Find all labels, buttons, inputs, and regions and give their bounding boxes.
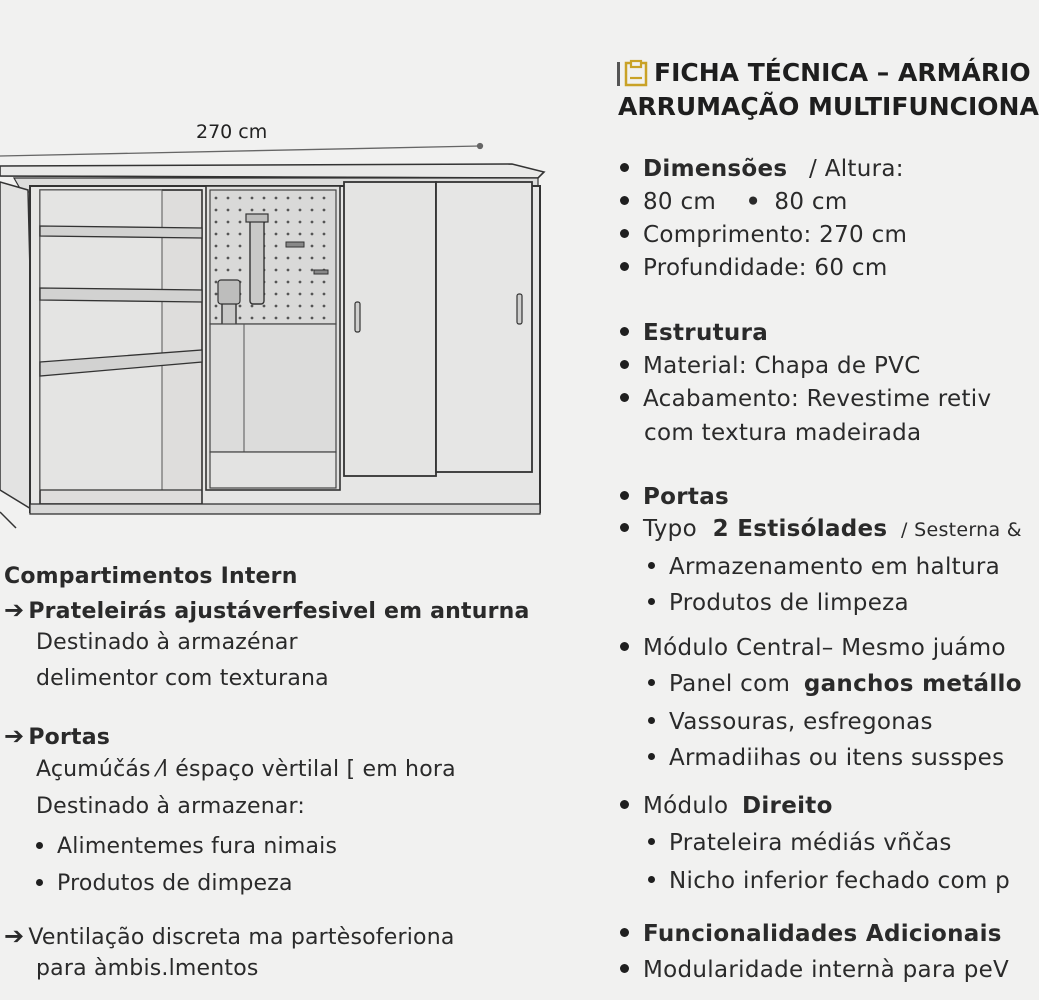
pegboard-hole <box>227 245 230 248</box>
portas-bullet2: Produtos de dimpeza <box>36 871 293 896</box>
pegboard-hole <box>299 305 302 308</box>
pegboard-hole <box>227 233 230 236</box>
spec-modulo-central-title: Módulo Central– Mesmo juámo <box>620 635 1006 661</box>
hanging-tool <box>250 216 264 304</box>
pegboard-hole <box>215 197 218 200</box>
spec-modulo-direito-sub2: Nicho inferior fechado com p <box>648 868 1010 894</box>
spec-funcionalidades-item: Modularidade internà para peV <box>620 957 1009 983</box>
pegboard-hole <box>287 293 290 296</box>
pegboard-hole <box>239 233 242 236</box>
metal-hook <box>314 270 328 274</box>
pegboard-hole <box>251 305 254 308</box>
pegboard-hole <box>311 281 314 284</box>
header-title-line2: ARRUMAÇÃO MULTIFUNCIONA <box>618 92 1039 121</box>
pegboard-hole <box>275 293 278 296</box>
pegboard-hole <box>311 209 314 212</box>
prateleiras-desc2: delimentor com texturana <box>36 666 329 691</box>
pegboard-hole <box>287 305 290 308</box>
pegboard-hole <box>263 197 266 200</box>
spec-portas-tipo: Typo 2 Estisólades / Sesterna & <box>620 516 1022 542</box>
portas-desc2: Destinado à armazenar: <box>36 794 306 819</box>
arrow-icon: ➔ <box>4 596 25 624</box>
metal-hook <box>286 242 304 247</box>
pegboard-hole <box>275 305 278 308</box>
pegboard-hole <box>215 245 218 248</box>
pegboard-hole <box>323 281 326 284</box>
spec-profundidade: Profundidade: 60 cm <box>620 255 888 281</box>
pegboard-hole <box>215 221 218 224</box>
header-title-line1: FICHA TÉCNICA – ARMÁRIO <box>654 58 1031 87</box>
door-handle <box>355 302 360 332</box>
pegboard-hole <box>215 281 218 284</box>
pegboard-hole <box>215 305 218 308</box>
portas-heading: ➔ Portas <box>4 722 111 750</box>
pegboard-hole <box>287 197 290 200</box>
spec-estrutura-title: Estrutura <box>620 320 768 346</box>
pegboard-hole <box>323 221 326 224</box>
left-shelf-module <box>40 190 202 504</box>
pegboard-hole <box>323 257 326 260</box>
pegboard-hole <box>299 293 302 296</box>
pegboard-hole <box>311 269 314 272</box>
pegboard-hole <box>227 197 230 200</box>
pegboard-hole <box>287 209 290 212</box>
spec-modulo-direito-title: Módulo Direito <box>620 793 833 819</box>
prateleiras-desc1: Destinado à armazénar <box>36 630 298 655</box>
pegboard-hole <box>275 269 278 272</box>
pegboard-hole <box>299 257 302 260</box>
pegboard-hole <box>227 257 230 260</box>
pegboard-hole <box>239 245 242 248</box>
pegboard-hole <box>299 233 302 236</box>
pegboard-hole <box>215 233 218 236</box>
pegboard-hole <box>275 233 278 236</box>
pegboard-hole <box>227 209 230 212</box>
pegboard-hole <box>287 233 290 236</box>
pegboard-hole <box>287 269 290 272</box>
spec-comprimento: Comprimento: 270 cm <box>620 222 907 248</box>
spec-acabamento: Acabamento: Revestime retiv <box>620 386 991 412</box>
door-handle <box>517 294 522 324</box>
pegboard-hole <box>239 257 242 260</box>
spec-portas-sub1: Armazenamento em haltura <box>648 554 1000 580</box>
pegboard-hole <box>215 293 218 296</box>
pegboard-hole <box>275 281 278 284</box>
comp-title: Compartimentos Intern <box>4 564 298 589</box>
width-dimension-label: 270 cm <box>196 121 268 143</box>
pegboard-hole <box>299 317 302 320</box>
pegboard-hole <box>299 197 302 200</box>
pegboard-hole <box>287 257 290 260</box>
pegboard-hole <box>323 245 326 248</box>
prateleiras-line: ➔ Prateleirás ajustáverfesivel em anturna <box>4 596 530 624</box>
pegboard-hole <box>311 257 314 260</box>
pegboard-hole <box>311 221 314 224</box>
pegboard-hole <box>275 197 278 200</box>
pegboard-hole <box>299 209 302 212</box>
pegboard-hole <box>323 317 326 320</box>
spec-acabamento-cont: com textura madeirada <box>644 420 922 446</box>
cabinet-drawing <box>0 0 560 540</box>
pegboard-hole <box>311 197 314 200</box>
pegboard-hole <box>275 245 278 248</box>
pegboard-hole <box>251 317 254 320</box>
pegboard-hole <box>323 233 326 236</box>
arrow-icon: ➔ <box>4 722 25 750</box>
pegboard-hole <box>251 209 254 212</box>
pegboard-hole <box>215 209 218 212</box>
spec-dimensoes-title: Dimensões / Altura: <box>620 156 904 182</box>
pegboard-hole <box>239 221 242 224</box>
pegboard-hole <box>275 221 278 224</box>
pegboard-hole <box>275 209 278 212</box>
pegboard-hole <box>239 197 242 200</box>
document-icon <box>616 60 650 88</box>
pegboard-hole <box>323 209 326 212</box>
pegboard-hole <box>227 221 230 224</box>
spec-modulo-central-sub2: Vassouras, esfregonas <box>648 709 933 735</box>
pegboard-hole <box>215 257 218 260</box>
pegboard-hole <box>275 257 278 260</box>
pegboard-hole <box>299 269 302 272</box>
right-module <box>344 182 532 476</box>
spec-material: Material: Chapa de PVC <box>620 353 921 379</box>
pegboard-hole <box>263 209 266 212</box>
pegboard-hole <box>239 305 242 308</box>
portas-desc1: Açumúčás ⁄l éspaço vèrtilal [ em hora <box>36 757 456 782</box>
pegboard-hole <box>323 305 326 308</box>
central-module <box>206 186 340 490</box>
portas-bullet1: Alimentemes fura nimais <box>36 834 337 859</box>
pegboard-hole <box>311 305 314 308</box>
spec-modulo-direito-sub1: Prateleira médiás vñčas <box>648 830 952 856</box>
pegboard-hole <box>239 209 242 212</box>
width-dimension-line <box>0 144 483 157</box>
sliding-door <box>436 182 532 472</box>
pegboard-hole <box>287 317 290 320</box>
pegboard-hole <box>311 245 314 248</box>
ventilacao-line2: para àmbis.lmentos <box>36 956 259 981</box>
pegboard-hole <box>227 269 230 272</box>
spec-funcionalidades-title: Funcionalidades Adicionais <box>620 921 1002 947</box>
spec-altura: 80 cm • 80 cm <box>620 189 848 215</box>
ventilacao-line: ➔ Ventilação discreta ma partèsoferiona <box>4 922 455 950</box>
pegboard-hole <box>263 317 266 320</box>
pegboard-hole <box>287 221 290 224</box>
plinth <box>30 504 540 514</box>
pegboard-hole <box>215 269 218 272</box>
arrow-icon: ➔ <box>4 922 25 950</box>
spec-portas-title: Portas <box>620 484 729 510</box>
pegboard-hole <box>251 197 254 200</box>
pegboard-hole <box>239 317 242 320</box>
pegboard-hole <box>311 317 314 320</box>
spec-portas-sub2: Produtos de limpeza <box>648 590 909 616</box>
pegboard-hole <box>299 281 302 284</box>
pegboard-hole <box>287 281 290 284</box>
pegboard-hole <box>311 293 314 296</box>
pegboard-hole <box>323 293 326 296</box>
pegboard-hole <box>215 317 218 320</box>
shelf <box>40 288 202 302</box>
shelf <box>40 226 202 238</box>
pegboard-hole <box>263 305 266 308</box>
pegboard-hole <box>311 233 314 236</box>
pegboard-hole <box>323 197 326 200</box>
spec-modulo-central-sub3: Armadiihas ou itens susspes <box>648 745 1004 771</box>
pegboard-hole <box>239 269 242 272</box>
pegboard-hole <box>275 317 278 320</box>
pegboard-hole <box>299 221 302 224</box>
spec-modulo-central-sub1: Panel com ganchos metállo <box>648 671 1022 697</box>
